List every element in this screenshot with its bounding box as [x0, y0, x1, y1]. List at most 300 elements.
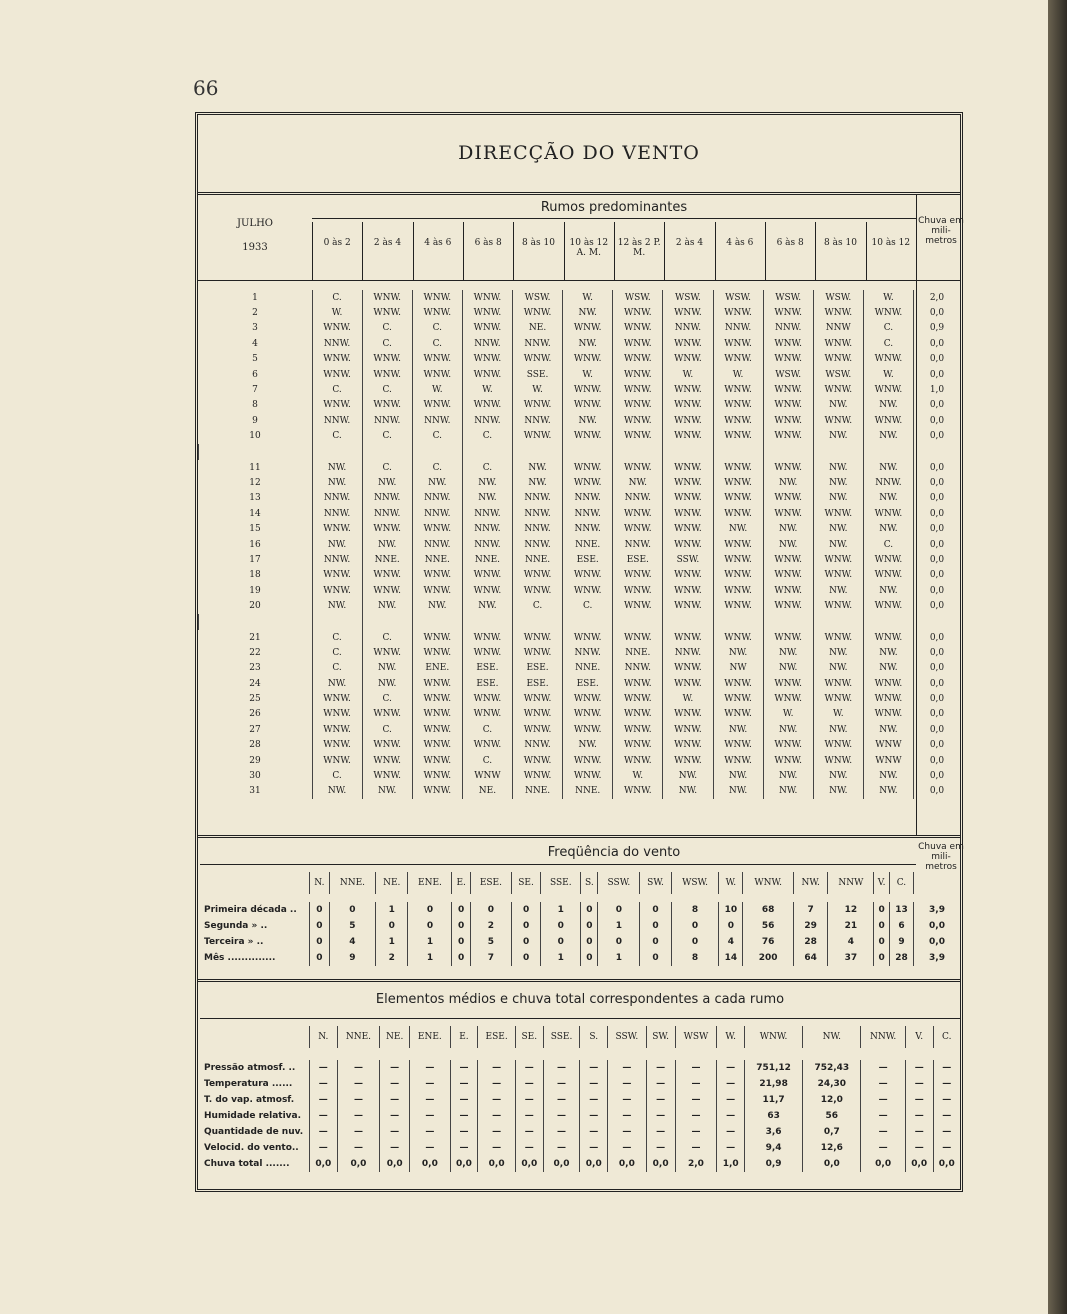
direction-cell: NNW.: [462, 521, 512, 536]
direction-cell: WNW.: [663, 630, 713, 645]
day-cell: 21: [249, 632, 261, 643]
rain-cell: 0,0: [914, 506, 961, 521]
direction-cell: WNW.: [713, 475, 763, 490]
rain-cell: 0,0: [914, 521, 961, 536]
direction-cell: WNW.: [763, 429, 813, 444]
elements-cell: —: [861, 1060, 905, 1076]
frequency-cell: 64: [794, 950, 828, 966]
elements-cell: 12,0: [803, 1092, 861, 1108]
day-cell: 24: [249, 678, 261, 689]
direction-cell: WNW.: [613, 630, 663, 645]
column-divider: [463, 222, 464, 280]
day-cell: 7: [252, 385, 258, 396]
frequency-table: [198, 872, 960, 966]
elements-cell: —: [516, 1092, 544, 1108]
direction-cell: C.: [412, 460, 462, 475]
direction-cell: WNW.: [863, 413, 913, 428]
direction-cell: NNW.: [362, 413, 412, 428]
elements-cell: 24,30: [803, 1076, 861, 1092]
frequency-column-header: N.: [310, 872, 330, 894]
direction-cell: NNW.: [563, 491, 613, 506]
direction-cell: WNW.: [362, 738, 412, 753]
direction-cell: WNW.: [563, 691, 613, 706]
direction-cell: NNE.: [613, 645, 663, 660]
direction-cell: C.: [412, 429, 462, 444]
direction-cell: NW.: [863, 521, 913, 536]
frequency-cell: 0: [874, 950, 890, 966]
gap-cell: [563, 444, 613, 460]
direction-cell: NNW.: [863, 475, 913, 490]
direction-cell: NNW.: [462, 413, 512, 428]
frequency-brace: [200, 864, 916, 871]
frequency-cell: 0: [581, 950, 598, 966]
day-cell: 10: [249, 431, 261, 442]
direction-cell: NNW.: [312, 552, 362, 567]
direction-cell: WNW.: [813, 336, 863, 351]
gap-cell: [513, 614, 563, 630]
frequency-cell: 0: [511, 934, 540, 950]
direction-cell: WNW.: [462, 738, 512, 753]
elements-column-header: SE.: [516, 1026, 544, 1048]
direction-cell: WNW.: [663, 568, 713, 583]
direction-cell: WNW.: [613, 598, 663, 613]
gap-cell: [713, 614, 763, 630]
direction-cell: NNW.: [663, 645, 713, 660]
elements-cell: —: [543, 1076, 580, 1092]
frequency-row-label: Mês ..............: [204, 953, 276, 963]
direction-cell: WNW.: [713, 429, 763, 444]
direction-cell: WNW.: [663, 661, 713, 676]
direction-cell: NW.: [863, 460, 913, 475]
direction-cell: WNW.: [663, 429, 713, 444]
frequency-cell: 0: [511, 918, 540, 934]
direction-cell: WNW.: [513, 583, 563, 598]
direction-cell: WNW.: [763, 352, 813, 367]
frequency-cell: 0: [310, 902, 330, 918]
elements-column-header: WSW: [675, 1026, 717, 1048]
direction-cell: WNW.: [663, 722, 713, 737]
day-cell: 17: [249, 554, 261, 565]
rain-cell: 0,0: [914, 413, 961, 428]
direction-cell: NNW.: [362, 506, 412, 521]
frequency-cell: 8: [671, 950, 719, 966]
frequency-rain-cell: 3,9: [914, 902, 961, 918]
rain-cell: 0,0: [914, 552, 961, 567]
rain-cell: 0,0: [914, 475, 961, 490]
elements-cell: —: [543, 1124, 580, 1140]
direction-cell: WNW.: [813, 352, 863, 367]
day-cell: 31: [249, 786, 261, 797]
frequency-cell: 4: [719, 934, 743, 950]
direction-cell: WNW.: [763, 630, 813, 645]
elements-cell: —: [380, 1092, 410, 1108]
elements-cell: 0,0: [933, 1156, 960, 1172]
table-row: [199, 707, 961, 722]
day-cell: 20: [249, 601, 261, 612]
frequency-cell: 0: [541, 934, 581, 950]
direction-cell: WNW.: [563, 475, 613, 490]
direction-cell: WNW.: [863, 630, 913, 645]
direction-cell: WNW.: [312, 738, 362, 753]
column-divider: [312, 222, 313, 280]
direction-cell: NNW.: [513, 521, 563, 536]
gap-cell: [513, 444, 563, 460]
table-row: [199, 398, 961, 413]
elements-cell: 12,6: [803, 1140, 861, 1156]
gap-cell: [663, 444, 713, 460]
direction-cell: WNW.: [713, 707, 763, 722]
table-row: [199, 521, 961, 536]
gap-cell: [763, 444, 813, 460]
direction-cell: WNW.: [713, 568, 763, 583]
direction-cell: C.: [462, 722, 512, 737]
frequency-cell: 0: [581, 918, 598, 934]
direction-cell: NW.: [763, 768, 813, 783]
direction-cell: C.: [312, 290, 362, 305]
day-cell: 22: [249, 647, 261, 658]
direction-cell: W.: [563, 367, 613, 382]
day-cell: 4: [252, 338, 258, 349]
direction-cell: C.: [462, 753, 512, 768]
column-header: 6 às 8: [776, 238, 804, 248]
direction-cell: WNW.: [613, 506, 663, 521]
direction-cell: WNW.: [663, 305, 713, 320]
direction-cell: WNW.: [713, 691, 763, 706]
direction-cell: WNW.: [412, 521, 462, 536]
elements-title: Elementos médios e chuva total correspondentes a cada rumo: [375, 992, 785, 1007]
elements-cell: —: [380, 1060, 410, 1076]
table-row: [199, 382, 961, 397]
direction-cell: C.: [513, 598, 563, 613]
elements-row-label: Chuva total .......: [204, 1159, 290, 1169]
direction-cell: WNW.: [863, 305, 913, 320]
direction-cell: C.: [412, 336, 462, 351]
direction-cell: NNW.: [412, 506, 462, 521]
direction-cell: WNW.: [513, 305, 563, 320]
elements-cell: —: [337, 1108, 380, 1124]
elements-cell: —: [478, 1124, 516, 1140]
direction-cell: WNW.: [613, 691, 663, 706]
direction-cell: WNW.: [563, 768, 613, 783]
table-row: [199, 352, 961, 367]
elements-cell: 0,0: [478, 1156, 516, 1172]
frequency-cell: 1: [598, 918, 640, 934]
frequency-cell: 28: [889, 950, 913, 966]
day-cell: 5: [252, 354, 258, 365]
direction-cell: WNW.: [412, 738, 462, 753]
frequency-cell: 0: [452, 950, 470, 966]
frequency-row: [198, 950, 960, 966]
elements-cell: —: [608, 1124, 647, 1140]
direction-cell: WNW.: [362, 645, 412, 660]
column-header: 10 às 12 A. M.: [569, 238, 609, 258]
frequency-cell: 0: [310, 934, 330, 950]
direction-cell: WNW.: [763, 552, 813, 567]
direction-cell: NW.: [763, 475, 813, 490]
frequency-cell: 0: [511, 902, 540, 918]
direction-cell: WNW.: [312, 521, 362, 536]
direction-cell: WNW.: [412, 722, 462, 737]
column-header: 8 às 10: [522, 238, 555, 248]
elements-cell: 0,0: [516, 1156, 544, 1172]
direction-cell: NW.: [513, 475, 563, 490]
frequency-rain-header: Chuva em mili- metros: [918, 842, 964, 872]
direction-cell: NW.: [663, 768, 713, 783]
elements-cell: —: [516, 1108, 544, 1124]
direction-cell: NNW.: [412, 537, 462, 552]
direction-cell: NNW.: [513, 491, 563, 506]
direction-cell: NW.: [813, 521, 863, 536]
day-cell: 12: [249, 477, 261, 488]
direction-cell: WNW.: [613, 460, 663, 475]
elements-cell: —: [410, 1140, 451, 1156]
table-row: [199, 630, 961, 645]
elements-cell: —: [478, 1076, 516, 1092]
gap-cell: [462, 444, 512, 460]
elements-cell: —: [310, 1060, 338, 1076]
elements-cell: —: [450, 1092, 478, 1108]
elements-cell: —: [450, 1108, 478, 1124]
frequency-cell: 0: [470, 902, 511, 918]
rain-cell: 0,0: [914, 305, 961, 320]
decade-gap: [199, 614, 961, 630]
elements-cell: —: [646, 1076, 675, 1092]
elements-row: [198, 1076, 960, 1092]
direction-cell: WNW.: [663, 460, 713, 475]
direction-cell: WNW.: [362, 367, 412, 382]
table-row: [199, 321, 961, 336]
frequency-cell: 0: [598, 902, 640, 918]
elements-cell: 0,0: [450, 1156, 478, 1172]
direction-cell: WNW.: [312, 367, 362, 382]
direction-cell: C.: [312, 645, 362, 660]
direction-cell: WSW.: [763, 367, 813, 382]
elements-row: [198, 1140, 960, 1156]
direction-cell: NE.: [462, 784, 512, 799]
direction-cell: WNW.: [863, 707, 913, 722]
day-cell: 25: [249, 694, 261, 705]
direction-cell: NNW.: [563, 506, 613, 521]
day-cell: 26: [249, 709, 261, 720]
direction-cell: C.: [863, 537, 913, 552]
elements-cell: 11,7: [744, 1092, 802, 1108]
frequency-cell: 1: [376, 934, 408, 950]
direction-cell: NW.: [362, 598, 412, 613]
direction-cell: C.: [563, 598, 613, 613]
gap-cell: [312, 614, 362, 630]
direction-cell: NW.: [563, 336, 613, 351]
direction-cell: WNW.: [563, 568, 613, 583]
direction-cell: WNW.: [613, 429, 663, 444]
direction-cell: WNW.: [863, 568, 913, 583]
elements-column-header: E.: [450, 1026, 478, 1048]
direction-cell: WNW.: [513, 645, 563, 660]
direction-cell: NNE.: [462, 552, 512, 567]
elements-cell: —: [478, 1108, 516, 1124]
rain-cell: 0,0: [914, 722, 961, 737]
frequency-cell: 28: [794, 934, 828, 950]
rain-cell: 0,0: [914, 429, 961, 444]
elements-cell: —: [861, 1140, 905, 1156]
elements-cell: —: [580, 1092, 608, 1108]
direction-cell: NW.: [813, 583, 863, 598]
frequency-title: Freqüência do vento: [547, 845, 681, 860]
direction-cell: WNW.: [613, 321, 663, 336]
frequency-cell: 0: [671, 918, 719, 934]
frequency-cell: 0: [640, 918, 671, 934]
direction-cell: WNW.: [513, 568, 563, 583]
direction-cell: WNW.: [613, 568, 663, 583]
direction-cell: W.: [412, 382, 462, 397]
elements-table: [198, 1026, 960, 1172]
direction-cell: WNW.: [462, 321, 512, 336]
direction-cell: W.: [513, 382, 563, 397]
elements-cell: —: [675, 1124, 717, 1140]
rain-cell: 0,0: [914, 568, 961, 583]
direction-cell: WNW.: [312, 321, 362, 336]
elements-cell: —: [478, 1140, 516, 1156]
frequency-cell: 5: [470, 934, 511, 950]
direction-cell: W.: [863, 367, 913, 382]
elements-cell: —: [543, 1092, 580, 1108]
frequency-cell: 0: [452, 902, 470, 918]
frequency-cell: 0: [640, 902, 671, 918]
frequency-cell: 9: [889, 934, 913, 950]
day-cell: 29: [249, 755, 261, 766]
direction-cell: WNW.: [763, 398, 813, 413]
direction-cell: WNW.: [713, 413, 763, 428]
day-cell: 11: [249, 462, 261, 473]
rain-cell: 0,0: [914, 598, 961, 613]
elements-cell: —: [717, 1060, 745, 1076]
direction-cell: WNW.: [563, 321, 613, 336]
elements-cell: —: [310, 1124, 338, 1140]
direction-cell: WNW.: [763, 460, 813, 475]
page-title: DIRECÇÃO DO VENTO: [458, 142, 700, 164]
elements-column-header: NE.: [380, 1026, 410, 1048]
direction-cell: WNW.: [312, 722, 362, 737]
direction-cell: NW.: [713, 722, 763, 737]
frequency-cell: 4: [329, 934, 375, 950]
direction-cell: WNW.: [613, 305, 663, 320]
direction-cell: NNW.: [663, 321, 713, 336]
title-separator: [198, 192, 960, 195]
rain-cell: 0,0: [914, 691, 961, 706]
elements-cell: —: [905, 1108, 933, 1124]
elements-cell: —: [933, 1092, 960, 1108]
day-cell: 1: [252, 292, 258, 303]
table-row: [199, 661, 961, 676]
elements-row: [198, 1124, 960, 1140]
direction-cell: NW.: [813, 784, 863, 799]
elements-column-header: NNW.: [861, 1026, 905, 1048]
direction-cell: NNE.: [563, 537, 613, 552]
direction-cell: WNW.: [813, 753, 863, 768]
rain-cell: 0,0: [914, 630, 961, 645]
direction-cell: WNW.: [613, 336, 663, 351]
frequency-row-label: Segunda » ..: [204, 921, 268, 931]
gap-cell: [199, 444, 313, 460]
elements-cell: 21,98: [744, 1076, 802, 1092]
elements-cell: —: [410, 1060, 451, 1076]
table-row: [199, 367, 961, 382]
elements-cell: —: [337, 1076, 380, 1092]
elements-brace: [200, 1018, 960, 1025]
gap-cell: [613, 614, 663, 630]
frequency-cell: 0: [874, 934, 890, 950]
direction-cell: WNW.: [713, 352, 763, 367]
decade-gap: [199, 444, 961, 460]
rain-cell: 1,0: [914, 382, 961, 397]
direction-cell: WNW.: [563, 398, 613, 413]
direction-cell: WNW.: [462, 352, 512, 367]
elements-label-header: [198, 1026, 310, 1048]
elements-cell: —: [905, 1124, 933, 1140]
direction-cell: WNW.: [713, 398, 763, 413]
direction-cell: WNW.: [863, 552, 913, 567]
frequency-cell: 0: [671, 934, 719, 950]
direction-cell: NW.: [763, 722, 813, 737]
direction-cell: W.: [763, 707, 813, 722]
direction-cell: WNW.: [713, 491, 763, 506]
elements-cell: —: [337, 1140, 380, 1156]
direction-cell: NNW.: [312, 336, 362, 351]
direction-cell: WNW.: [613, 521, 663, 536]
direction-cell: ESE.: [613, 552, 663, 567]
direction-cell: WNW.: [362, 352, 412, 367]
elements-column-header: N.: [310, 1026, 338, 1048]
frequency-cell: 1: [598, 950, 640, 966]
elements-cell: —: [410, 1092, 451, 1108]
frequency-column-header: WNW.: [743, 872, 794, 894]
elements-cell: —: [450, 1076, 478, 1092]
elements-cell: —: [861, 1108, 905, 1124]
frequency-column-header: NNE.: [329, 872, 375, 894]
direction-cell: NW.: [362, 475, 412, 490]
direction-cell: C.: [362, 382, 412, 397]
direction-cell: C.: [312, 630, 362, 645]
frequency-cell: 1: [408, 934, 452, 950]
gap-cell: [763, 614, 813, 630]
frequency-cell: 0: [598, 934, 640, 950]
gap-cell: [663, 614, 713, 630]
direction-cell: NW.: [813, 661, 863, 676]
direction-cell: WNW.: [462, 568, 512, 583]
direction-cell: WSW.: [713, 290, 763, 305]
direction-cell: WNW.: [412, 707, 462, 722]
frequency-cell: 0: [874, 902, 890, 918]
frequency-cell: 76: [743, 934, 794, 950]
frequency-column-header: ENE.: [408, 872, 452, 894]
direction-cell: NNE.: [412, 552, 462, 567]
elements-cell: —: [646, 1140, 675, 1156]
elements-cell: 0,0: [310, 1156, 338, 1172]
direction-cell: WNW.: [763, 583, 813, 598]
direction-cell: W.: [613, 768, 663, 783]
direction-cell: WNW.: [613, 707, 663, 722]
gap-cell: [462, 614, 512, 630]
frequency-column-header: S.: [581, 872, 598, 894]
frequency-column-header: C.: [889, 872, 913, 894]
direction-cell: WNW.: [713, 738, 763, 753]
elements-cell: 0,0: [380, 1156, 410, 1172]
elements-cell: —: [410, 1076, 451, 1092]
frequency-cell: 4: [828, 934, 874, 950]
direction-cell: WSW.: [813, 367, 863, 382]
elements-cell: 9,4: [744, 1140, 802, 1156]
direction-cell: WNW.: [362, 568, 412, 583]
direction-cell: WNW.: [312, 707, 362, 722]
